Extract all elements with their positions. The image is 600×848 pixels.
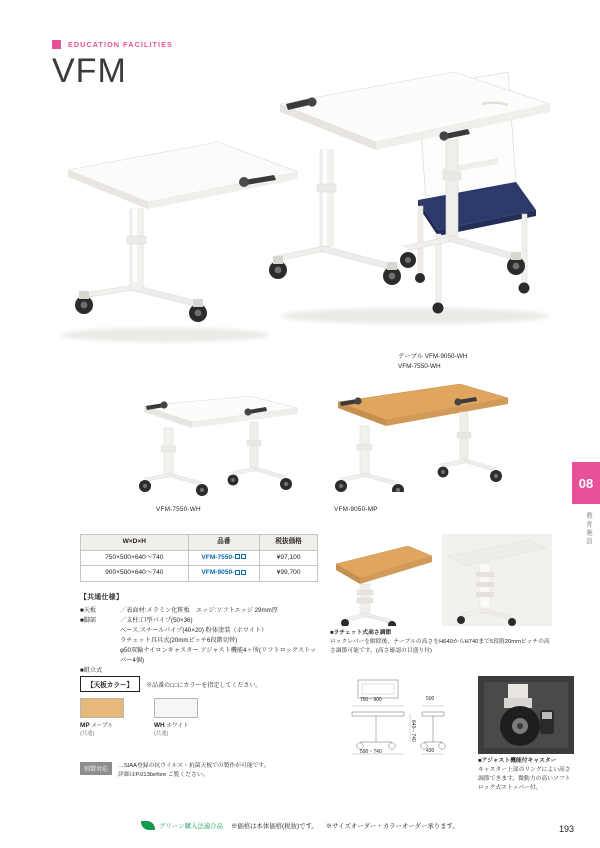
green-procurement-badge [141,821,223,830]
spec-line [80,646,320,666]
swatch-item [80,698,124,737]
category-label [52,40,173,49]
swatch-chip-maple [80,698,124,718]
spec-line [80,636,320,646]
color-placeholder-box [235,570,240,575]
page-title: VFM [52,52,127,90]
spec-table [80,534,318,582]
table-row [81,550,318,566]
spec-value: φ50双輪ナイロンキャスター アジャスト機能4ヶ所(リフトロックストッパー4個) [120,647,317,665]
color-block-header [80,676,320,692]
spec-key: ■組立式 [80,667,103,675]
drawing-svg [330,676,470,760]
swatch-code: WH [154,722,165,729]
square-marker-icon [52,40,61,49]
product-photo-table-9050-with-chair [268,60,568,350]
common-spec-block [80,592,320,676]
footer-note-2: ※サイズオーダー・カラーオーダー承ります。 [325,823,459,830]
spec-line [80,616,320,626]
col-header-code: 品番 [188,535,260,551]
page-number: 193 [558,824,574,834]
swatch-name [80,721,124,729]
swatch-label: メープル [91,723,114,729]
detail-panel-ratchet [330,534,552,656]
hero-caption [398,352,467,372]
swatch-name [154,721,198,729]
special-order-line1: …SIAA登録の抗ウイルス・抗菌天板での製作が可能です。 [118,763,270,769]
spec-value: ／表面材:メラミン化粧板 エッジ:ソフトエッジ 29mm厚 [120,607,278,614]
detail-title-caster: ■アジャスト機能付キャスター [478,758,557,764]
dim-base-depth: 430 [426,748,435,754]
col-header-price: 税抜価格 [260,535,318,551]
swatch-sub: (共通) [80,731,95,737]
technical-drawing [330,676,470,764]
spec-value [120,666,320,676]
common-spec-heading: 【共通仕様】 [80,594,124,601]
section-tab-number: 08 [578,475,594,491]
cell-size: 900×500×640〜740 [81,566,189,582]
footer-note-1: ※価格は本体価格(税抜)です。 [230,823,318,830]
detail-photo-ratchet [330,534,552,626]
detail-panel-caster [478,676,574,793]
dim-width: 750・900 [360,697,382,703]
spec-value: ラチェット具具式(20mmピッチ6段階切替) [120,637,238,645]
table-header-row [81,535,318,551]
col-header-size: W×D×H [81,535,189,551]
detail-caption-caster [478,757,574,793]
leaf-icon [141,821,155,830]
section-tab-label: 教育施設 [585,512,592,546]
dim-height: 640〜740 [410,720,416,742]
hero-photo-area [0,60,600,370]
special-order-text [118,762,270,781]
swatch-list [80,698,320,737]
spec-key: ■脚部 [80,617,97,625]
swatch-code: MP [80,722,90,729]
footer [0,821,600,830]
product-photo-table-7550 [48,60,298,350]
category-text: EDUCATION FACILITIES [68,40,173,49]
spec-line [80,626,320,636]
product-photo-mid-9050 [320,372,520,492]
cell-code-text: VFM-9050- [201,569,235,577]
spec-value: ベース:スチールパイプ(40×20) 粉体塗装（ホワイト） [120,627,268,635]
hero-caption-line1: テーブル VFM-9050-WH [398,353,468,360]
section-tab [572,462,600,504]
swatch-chip-white [154,698,198,718]
swatch-sub: (共通) [154,731,169,737]
top-color-block [80,676,320,754]
color-placeholder-box [241,570,246,575]
spec-value: ／支柱:口型パイプ(50×36) [120,617,193,625]
special-order-badge: 別製対応 [80,762,112,775]
color-block-note: ※品番の□□にカラーを指定してください。 [146,682,262,689]
special-order-block [80,762,320,781]
cell-price: ¥99,700 [260,566,318,582]
dim-base-width: 590・740 [360,749,382,755]
green-procurement-text: グリーン購入法適合品 [159,823,223,830]
table-row [81,566,318,582]
detail-body-caster: キャスター上部のリングによい高さ調節できます。微動力の高いソフトロック式ストッパー付。 [478,766,571,791]
color-placeholder-box [235,554,240,559]
cell-code [188,550,260,566]
detail-body-ratchet: ロックレバーを解除後、テーブルの高さをH640からH740まで5段階20mmピッチの高さ調節可能です。(高さ確認の目盛り付) [330,638,550,654]
cell-price: ¥97,100 [260,550,318,566]
swatch-item [154,698,198,737]
dim-depth: 500 [426,696,435,702]
spec-key [80,646,120,666]
detail-caption-ratchet [330,629,552,656]
mid-caption-1: VFM-7550-WH [156,506,201,513]
spec-key [80,636,120,646]
swatch-label: ホワイト [166,723,189,729]
detail-title-ratchet: ■ラチェット式高さ調節 [330,630,392,636]
cell-code [188,566,260,582]
spec-line [80,606,320,616]
mid-caption-2: VFM-9050-MP [334,506,378,513]
color-placeholder-box [241,554,246,559]
special-order-line2: 詳細はP.013before ご覧ください。 [118,772,209,779]
spec-line [80,666,320,676]
hero-caption-line2: VFM-7550-WH [398,362,441,370]
color-block-title: 【天板カラー】 [80,676,140,692]
product-photo-mid-7550 [130,378,310,498]
spec-key [80,626,120,636]
spec-key: ■天板 [80,607,97,614]
cell-code-text: VFM-7550- [201,553,235,561]
detail-photo-caster [478,676,574,754]
cell-size: 750×500×640〜740 [81,550,189,566]
